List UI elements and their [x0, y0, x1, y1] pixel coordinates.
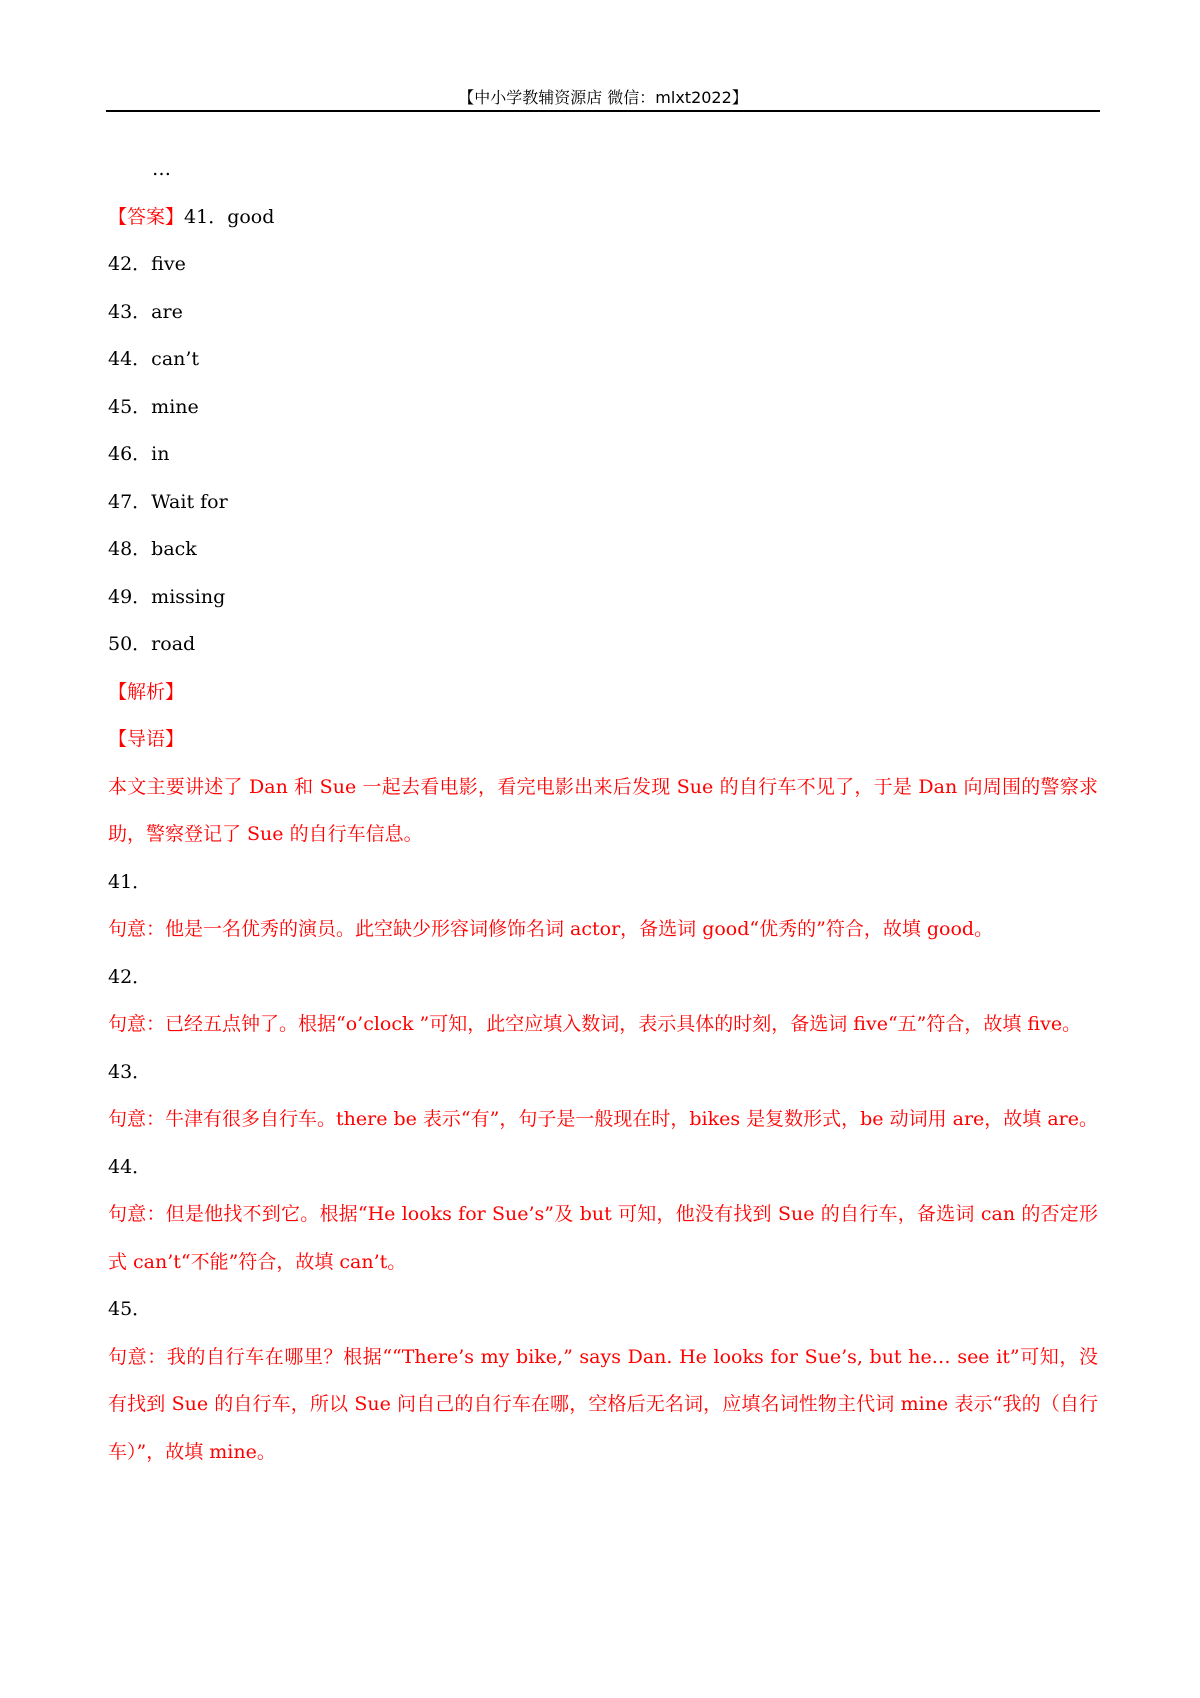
answer-first-line	[108, 194, 1098, 242]
explanation-text: 句意：我的自行车在哪里？根据““There’s my bike,” says Dan. He looks for Sue’s, but he… see it”可知，没有找到 Sue 的自行车，所以 Sue 问自己的自行车在哪，空格后无名词，应填名词性物主代词 mine 表示“我的（自行车）”，故填 mine。	[108, 1345, 1098, 1463]
answer-item: 45．mine	[108, 395, 199, 418]
answer-item: 48．back	[108, 538, 197, 560]
answer-item: 41．good	[184, 205, 275, 228]
answer-label: 【答案】	[108, 205, 185, 228]
explanation-number: 41．	[108, 870, 152, 893]
answer-item: 42．five	[108, 253, 186, 275]
header-divider	[106, 110, 1100, 112]
answer-item: 49．missing	[108, 585, 226, 608]
document-body	[108, 146, 1098, 1476]
guide-label: 【导语】	[108, 728, 185, 750]
explanation-number: 44．	[108, 1155, 152, 1178]
explanation-text: 句意：他是一名优秀的演员。此空缺少形容词修饰名词 actor，备选词 good“优秀的”符合，故填 good。	[108, 918, 994, 940]
explanation-text: 句意：牛津有很多自行车。there be 表示“有”，句子是一般现在时，bikes 是复数形式，be 动词用 are，故填 are。	[108, 1108, 1098, 1130]
analysis-label: 【解析】	[108, 680, 185, 703]
explanation-text: 句意：但是他找不到它。根据“He looks for Sue’s”及 but 可知，他没有找到 Sue 的自行车，备选词 can 的否定形式 can’t“不能”符合，故填 can’t。	[108, 1203, 1098, 1273]
answer-item: 43．are	[108, 300, 183, 323]
answer-item: 50．road	[108, 633, 196, 655]
guide-paragraph: 本文主要讲述了 Dan 和 Sue 一起去看电影，看完电影出来后发现 Sue 的自行车不见了，于是 Dan 向周围的警察求助，警察登记了 Sue 的自行车信息。	[108, 775, 1098, 845]
answer-item: 47．Wait for	[108, 490, 228, 513]
explanation-number: 45．	[108, 1298, 152, 1320]
explanation-text: 句意：已经五点钟了。根据“o’clock ”可知，此空应填入数词，表示具体的时刻，备选词 five“五”符合，故填 five。	[108, 1013, 1082, 1035]
answer-item: 44．can’t	[108, 348, 200, 370]
explanation-number: 43．	[108, 1060, 152, 1083]
ellipsis-line: …	[152, 158, 171, 180]
page-header: 【中小学教辅资源店 微信：mlxt2022】	[458, 88, 748, 107]
explanation-number: 42．	[108, 965, 152, 988]
answer-item: 46．in	[108, 443, 170, 465]
